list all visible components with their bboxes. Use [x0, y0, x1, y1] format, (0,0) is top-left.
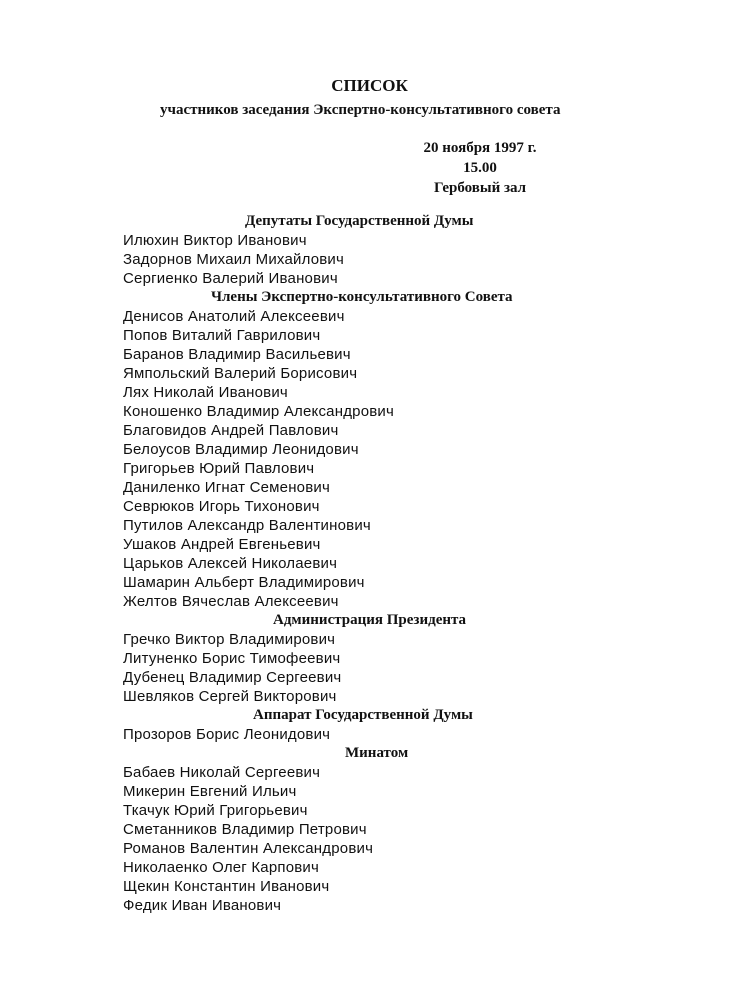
participant-name: Микерин Евгений Ильич: [123, 783, 297, 800]
participant-name: Сметанников Владимир Петрович: [123, 821, 367, 838]
participant-name: Ткачук Юрий Григорьевич: [123, 802, 308, 819]
participant-name: Шевляков Сергей Викторович: [123, 688, 337, 705]
section-minatom: [123, 744, 623, 915]
document-subtitle: участников заседания Экспертно-консультативного совета: [160, 102, 561, 118]
section-title: Аппарат Государственной Думы: [253, 707, 473, 723]
meeting-details: [380, 138, 580, 198]
participant-name: Желтов Вячеслав Алексеевич: [123, 593, 339, 610]
participant-name: Прозоров Борис Леонидович: [123, 726, 331, 743]
participant-name: Даниленко Игнат Семенович: [123, 479, 330, 496]
section-duma-staff: [123, 706, 623, 744]
section-state-duma-deputies: [123, 212, 623, 288]
participant-name: Белоусов Владимир Леонидович: [123, 441, 359, 458]
section-council-members: [123, 288, 623, 611]
document-title: СПИСОК: [331, 76, 408, 95]
participant-name: Шамарин Альберт Владимирович: [123, 574, 365, 591]
participant-name: Попов Виталий Гаврилович: [123, 327, 321, 344]
participant-name: Григорьев Юрий Павлович: [123, 460, 315, 477]
participant-name: Задорнов Михаил Михайлович: [123, 251, 345, 268]
participant-name: Денисов Анатолий Алексеевич: [123, 308, 345, 325]
participant-name: Федик Иван Иванович: [123, 897, 282, 914]
meeting-time: 15.00: [463, 160, 497, 176]
participant-name: Ямпольский Валерий Борисович: [123, 365, 358, 382]
participant-name: Севрюков Игорь Тихонович: [123, 498, 320, 515]
section-title: Минатом: [345, 745, 409, 761]
section-title: Члены Экспертно-консультативного Совета: [211, 289, 513, 305]
participant-name: Щекин Константин Иванович: [123, 878, 330, 895]
participant-name: Путилов Александр Валентинович: [123, 517, 371, 534]
participant-name: Баранов Владимир Васильевич: [123, 346, 351, 363]
participant-name: Сергиенко Валерий Иванович: [123, 270, 338, 287]
meeting-place: Гербовый зал: [433, 180, 527, 196]
participant-name: Бабаев Николай Сергеевич: [123, 764, 321, 781]
section-title: Депутаты Государственной Думы: [245, 213, 474, 229]
participant-name: Илюхин Виктор Иванович: [123, 232, 307, 249]
participant-name: Царьков Алексей Николаевич: [123, 555, 338, 572]
participant-name: Дубенец Владимир Сергеевич: [123, 669, 342, 686]
participant-name: Гречко Виктор Владимирович: [123, 631, 336, 648]
participant-name: Лях Николай Иванович: [123, 384, 288, 401]
section-presidential-administration: [123, 611, 623, 706]
participant-list: [123, 212, 623, 915]
participant-name: Романов Валентин Александрович: [123, 840, 374, 857]
participant-name: Литуненко Борис Тимофеевич: [123, 650, 341, 667]
section-title: Администрация Президента: [273, 612, 467, 628]
participant-name: Коношенко Владимир Александрович: [123, 403, 394, 420]
participant-name: Ушаков Андрей Евгеньевич: [123, 536, 321, 553]
meeting-date: 20 ноября 1997 г.: [423, 140, 537, 156]
participant-name: Благовидов Андрей Павлович: [123, 422, 339, 439]
participant-name: Николаенко Олег Карпович: [123, 859, 319, 876]
